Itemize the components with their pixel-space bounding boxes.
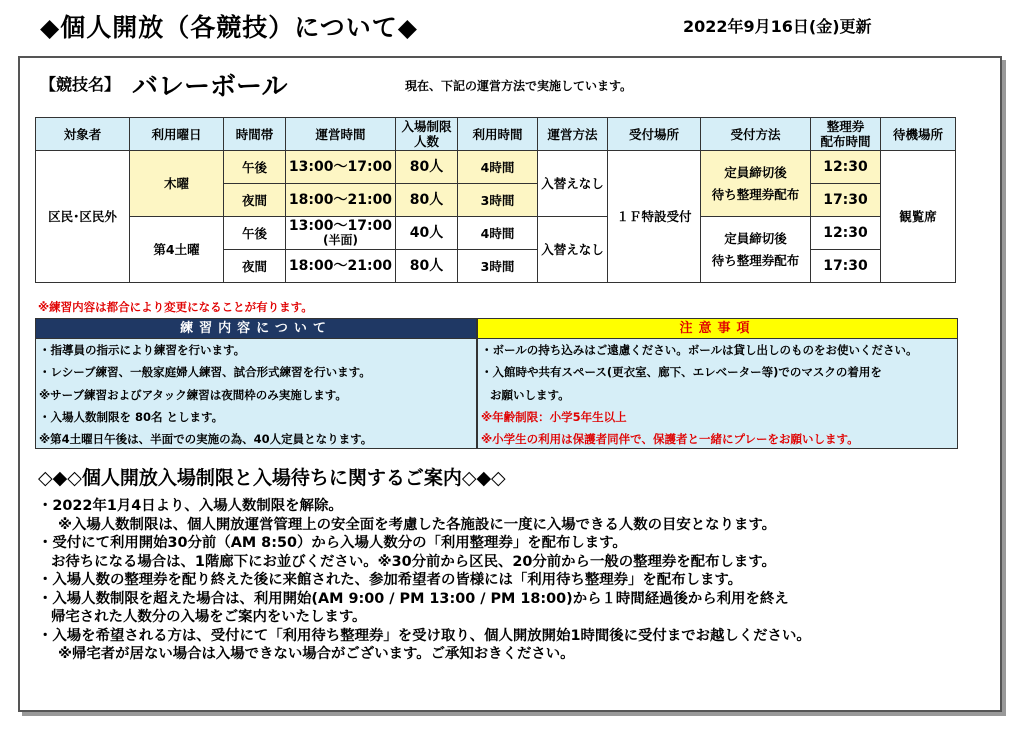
updated-date: 2022年9月16日(金)更新 (683, 17, 872, 36)
sport-name: バレーボール (132, 72, 288, 102)
entry-line: ・入場人数制限を超えた場合は、利用開始(AM 9:00 / PM 13:00 / PM 18:00)から１時間経過後から利用を終え (38, 590, 789, 607)
practice-line: ・指導員の指示により練習を行います。 (39, 343, 246, 357)
cell-hours: 13:00～17:00 (286, 151, 396, 184)
entry-section-title: ◇◆◇個人開放入場制限と入場待ちに関するご案内◇◆◇ (38, 467, 506, 489)
cell-day: 第4土曜 (130, 217, 224, 283)
operation-notice: 現在、下記の運営方法で実施しています。 (405, 79, 633, 93)
cell-hours: 18:00～21:00 (286, 184, 396, 217)
cell-ticket: 12:30 (811, 151, 881, 184)
cell-method: 入替えなし (538, 151, 608, 217)
practice-line: ※第4土曜日午後は、半面での実施の為、40人定員となります。 (39, 432, 373, 447)
header-day: 利用曜日 (130, 118, 224, 151)
header-duration: 利用時間 (458, 118, 538, 151)
entry-line: ・受付にて利用開始30分前（AM 8:50）から入場人数分の「利用整理券」を配布します。 (38, 535, 627, 551)
cell-hours: 18:00～21:00 (286, 250, 396, 283)
cell-limit: 80人 (396, 250, 458, 283)
cell-target: 区民･区民外 (36, 151, 130, 283)
cell-slot: 午後 (224, 151, 286, 184)
entry-line: ・入場を希望される方は、受付にて「利用待ち整理券」を受け取り、個人開放開始1時間後に受付までお越しください。 (38, 627, 811, 644)
caution-line: ・入館時や共有スペース(更衣室、廊下、エレベーター等)でのマスクの着用を (481, 365, 882, 380)
entry-line: お待ちになる場合は、1階廊下にお並びください。※30分前から区民、20分前から一般の整理券を配布します。 (51, 553, 776, 570)
cell-day: 木曜 (130, 151, 224, 217)
cell-reception-method: 定員締切後 待ち整理券配布 (701, 217, 811, 283)
table-row (36, 151, 956, 184)
cell-reception-place: １Ｆ特設受付 (608, 151, 701, 283)
entry-line: ※帰宅者が居ない場合は入場できない場合がございます。ご承知おきください。 (58, 646, 575, 662)
cell-slot: 夜間 (224, 184, 286, 217)
schedule-table (35, 117, 956, 283)
entry-line: ・入場人数の整理券を配り終えた後に来館された、参加希望者の皆様には「利用待ち整理券」を配布します。 (38, 572, 742, 588)
hours-text: 13:00～17:00 (288, 218, 393, 234)
header-method: 運営方法 (538, 118, 608, 151)
change-warning: ※練習内容は都合により変更になることが有ります。 (38, 300, 313, 314)
entry-line: 帰宅された人数分の入場をご案内をいたします。 (51, 609, 367, 625)
sport-label: 【競技名】 (40, 75, 121, 94)
practice-header: 練習内容について (36, 319, 476, 339)
header-reception-method: 受付方法 (701, 118, 811, 151)
cell-limit: 80人 (396, 151, 458, 184)
cell-method: 入替えなし (538, 217, 608, 283)
cell-ticket: 17:30 (811, 184, 881, 217)
hours-note: (半面) (323, 233, 358, 247)
table-header-row (36, 118, 956, 151)
header-ticket-time: 整理券 配布時間 (811, 118, 881, 151)
cell-ticket: 17:30 (811, 250, 881, 283)
cell-slot: 夜間 (224, 250, 286, 283)
cell-reception-method: 定員締切後 待ち整理券配布 (701, 151, 811, 217)
cell-duration: 3時間 (458, 250, 538, 283)
caution-line: ※小学生の利用は保護者同伴で、保護者と一緒にプレーをお願いします。 (481, 432, 859, 447)
practice-line: ※サーブ練習およびアタック練習は夜間枠のみ実施します。 (39, 387, 347, 402)
header-slot: 時間帯 (224, 118, 286, 151)
cell-duration: 3時間 (458, 184, 538, 217)
cell-duration: 4時間 (458, 151, 538, 184)
caution-header: 注意事項 (478, 319, 957, 339)
entry-line: ・2022年1月4日より、入場人数制限を解除。 (38, 498, 343, 514)
practice-line: ・入場人数制限を 80名 とします。 (39, 409, 224, 424)
cell-slot: 午後 (224, 217, 286, 250)
cell-hours (286, 217, 396, 250)
entry-body (38, 497, 988, 664)
caution-panel (477, 318, 958, 449)
page-title: ◆個人開放（各競技）について◆ (40, 13, 418, 42)
entry-line: ※入場人数制限は、個人開放運営管理上の安全面を考慮した各施設に一度に入場できる人数の目安となります。 (58, 516, 776, 533)
caution-line: お願いします。 (490, 387, 570, 402)
practice-panel (35, 318, 477, 449)
caution-line: ※年齢制限：小学5年生以上 (481, 409, 627, 424)
caution-line: ・ボールの持ち込みはご遠慮ください。ボールは貸し出しのものをお使いください。 (481, 343, 918, 357)
cell-waiting-place: 観覧席 (881, 151, 956, 283)
cell-limit: 80人 (396, 184, 458, 217)
header-hours: 運営時間 (286, 118, 396, 151)
cell-duration: 4時間 (458, 217, 538, 250)
header-reception-place: 受付場所 (608, 118, 701, 151)
header-limit: 入場制限 人数 (396, 118, 458, 151)
header-target: 対象者 (36, 118, 130, 151)
header-waiting-place: 待機場所 (881, 118, 956, 151)
cell-limit: 40人 (396, 217, 458, 250)
practice-line: ・レシーブ練習、一般家庭婦人練習、試合形式練習を行います。 (39, 365, 371, 380)
table-row (36, 217, 956, 250)
cell-ticket: 12:30 (811, 217, 881, 250)
